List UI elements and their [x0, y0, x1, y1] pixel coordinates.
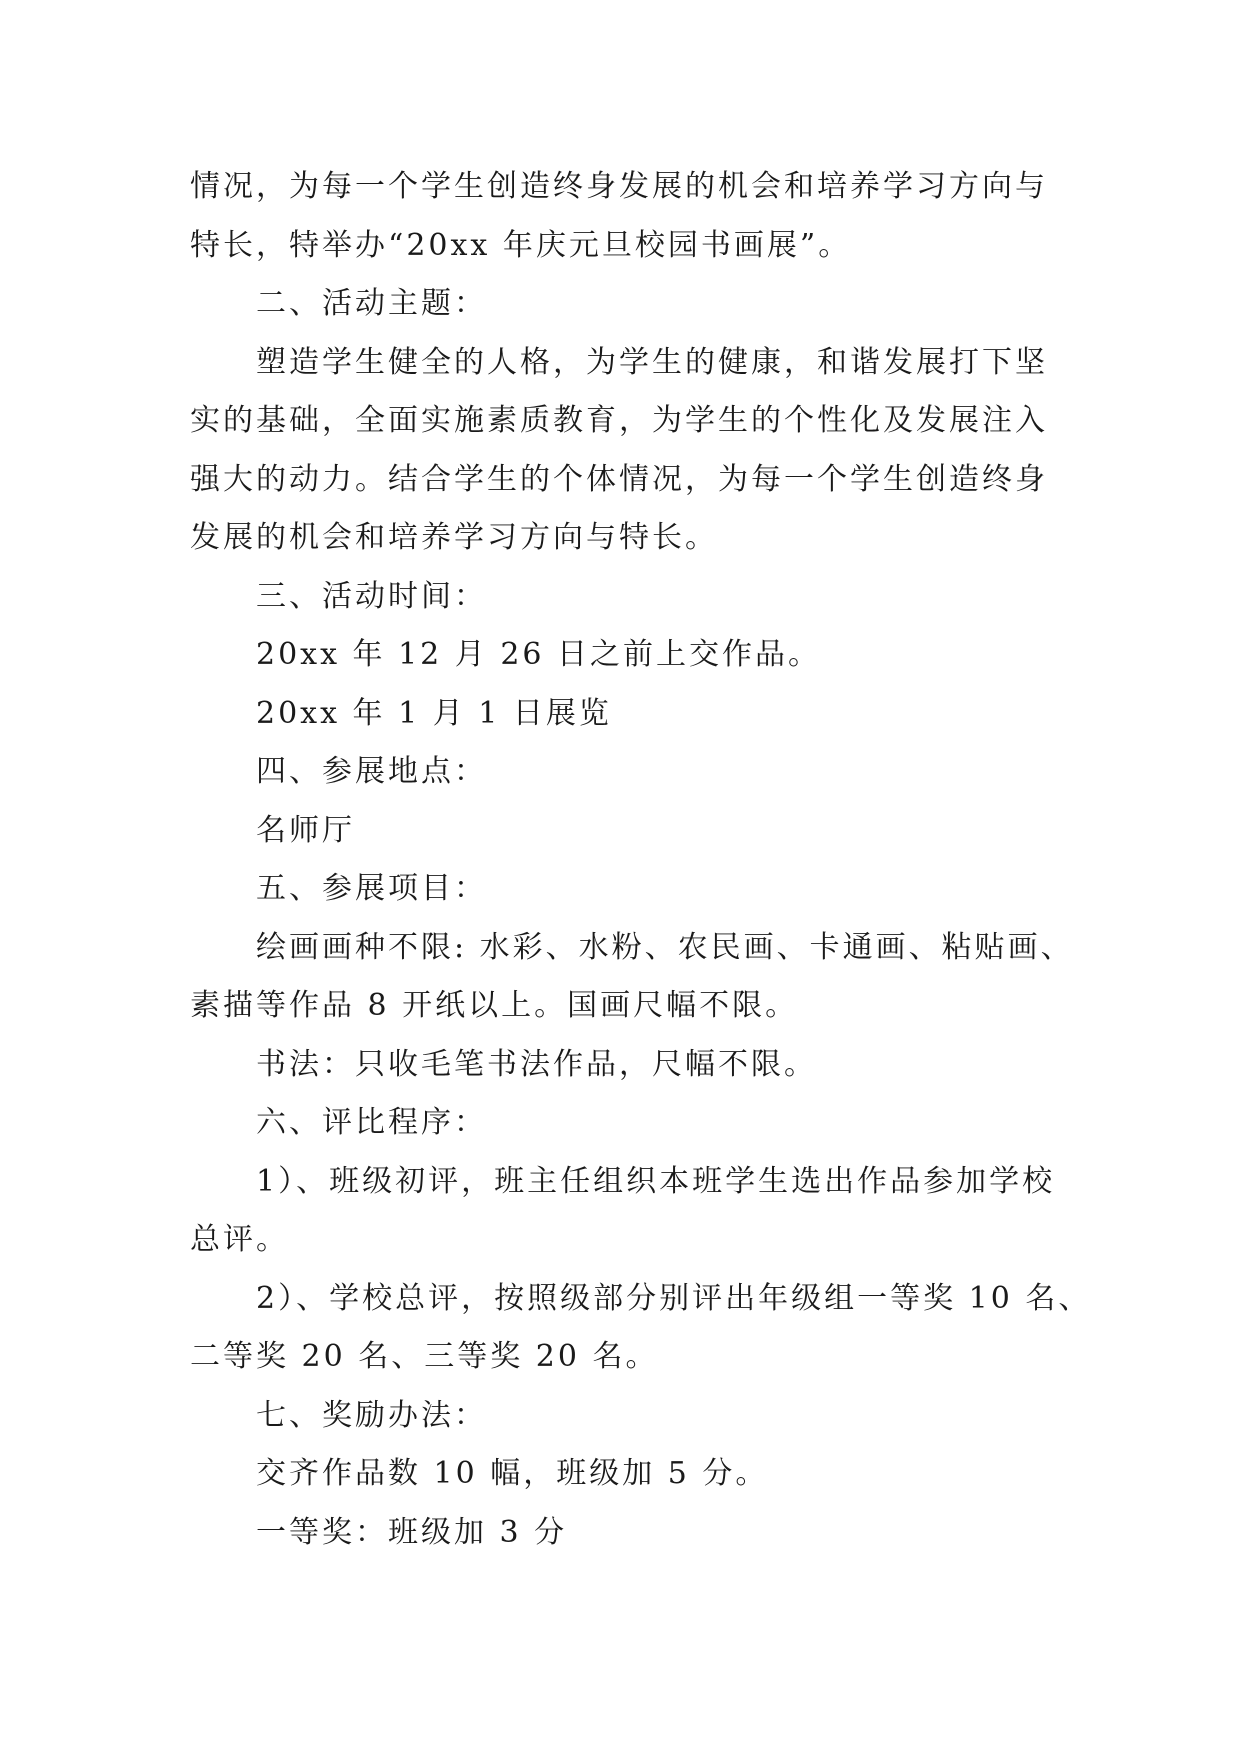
text-line: 塑造学生健全的人格，为学生的健康，和谐发展打下坚: [256, 344, 1048, 380]
text-line: 20xx 年 1 月 1 日展览: [256, 695, 612, 731]
text-line: 书法：只收毛笔书法作品，尺幅不限。: [256, 1046, 817, 1082]
text-line: 绘画画种不限: 水彩、水粉、农民画、卡通画、粘贴画、: [256, 929, 1074, 965]
section-heading: 三、活动时间：: [256, 578, 487, 614]
section-heading: 七、奖励办法：: [256, 1397, 487, 1433]
text-line: 交齐作品数 10 幅，班级加 5 分。: [256, 1456, 769, 1491]
text-line: 发展的机会和培养学习方向与特长。: [190, 520, 718, 555]
section-heading: 四、参展地点：: [256, 754, 487, 789]
text-line: 总评。: [190, 1222, 289, 1257]
text-line: 一等奖：班级加 3 分: [256, 1514, 568, 1550]
text-line: 特长，特举办“20xx 年庆元旦校园书画展”。: [190, 227, 852, 263]
text-line: 1）、班级初评，班主任组织本班学生选出作品参加学校: [256, 1163, 1056, 1199]
text-line: 二等奖 20 名、三等奖 20 名。: [190, 1339, 659, 1374]
text-line: 名师厅: [256, 812, 355, 848]
section-heading: 六、评比程序：: [256, 1105, 487, 1140]
section-heading: 二、活动主题：: [256, 286, 487, 321]
text-line: 实的基础，全面实施素质教育，为学生的个性化及发展注入: [190, 403, 1048, 438]
document-body: [190, 158, 1092, 1562]
text-line: 20xx 年 12 月 26 日之前上交作品。: [256, 637, 822, 672]
text-line: 2）、学校总评，按照级部分别评出年级组一等奖 10 名、: [256, 1280, 1092, 1316]
text-line: 素描等作品 8 开纸以上。国画尺幅不限。: [190, 988, 799, 1023]
text-line: 强大的动力。结合学生的个体情况，为每一个学生创造终身: [190, 461, 1048, 497]
text-line: 情况，为每一个学生创造终身发展的机会和培养学习方向与: [190, 169, 1048, 204]
section-heading: 五、参展项目：: [256, 871, 487, 906]
